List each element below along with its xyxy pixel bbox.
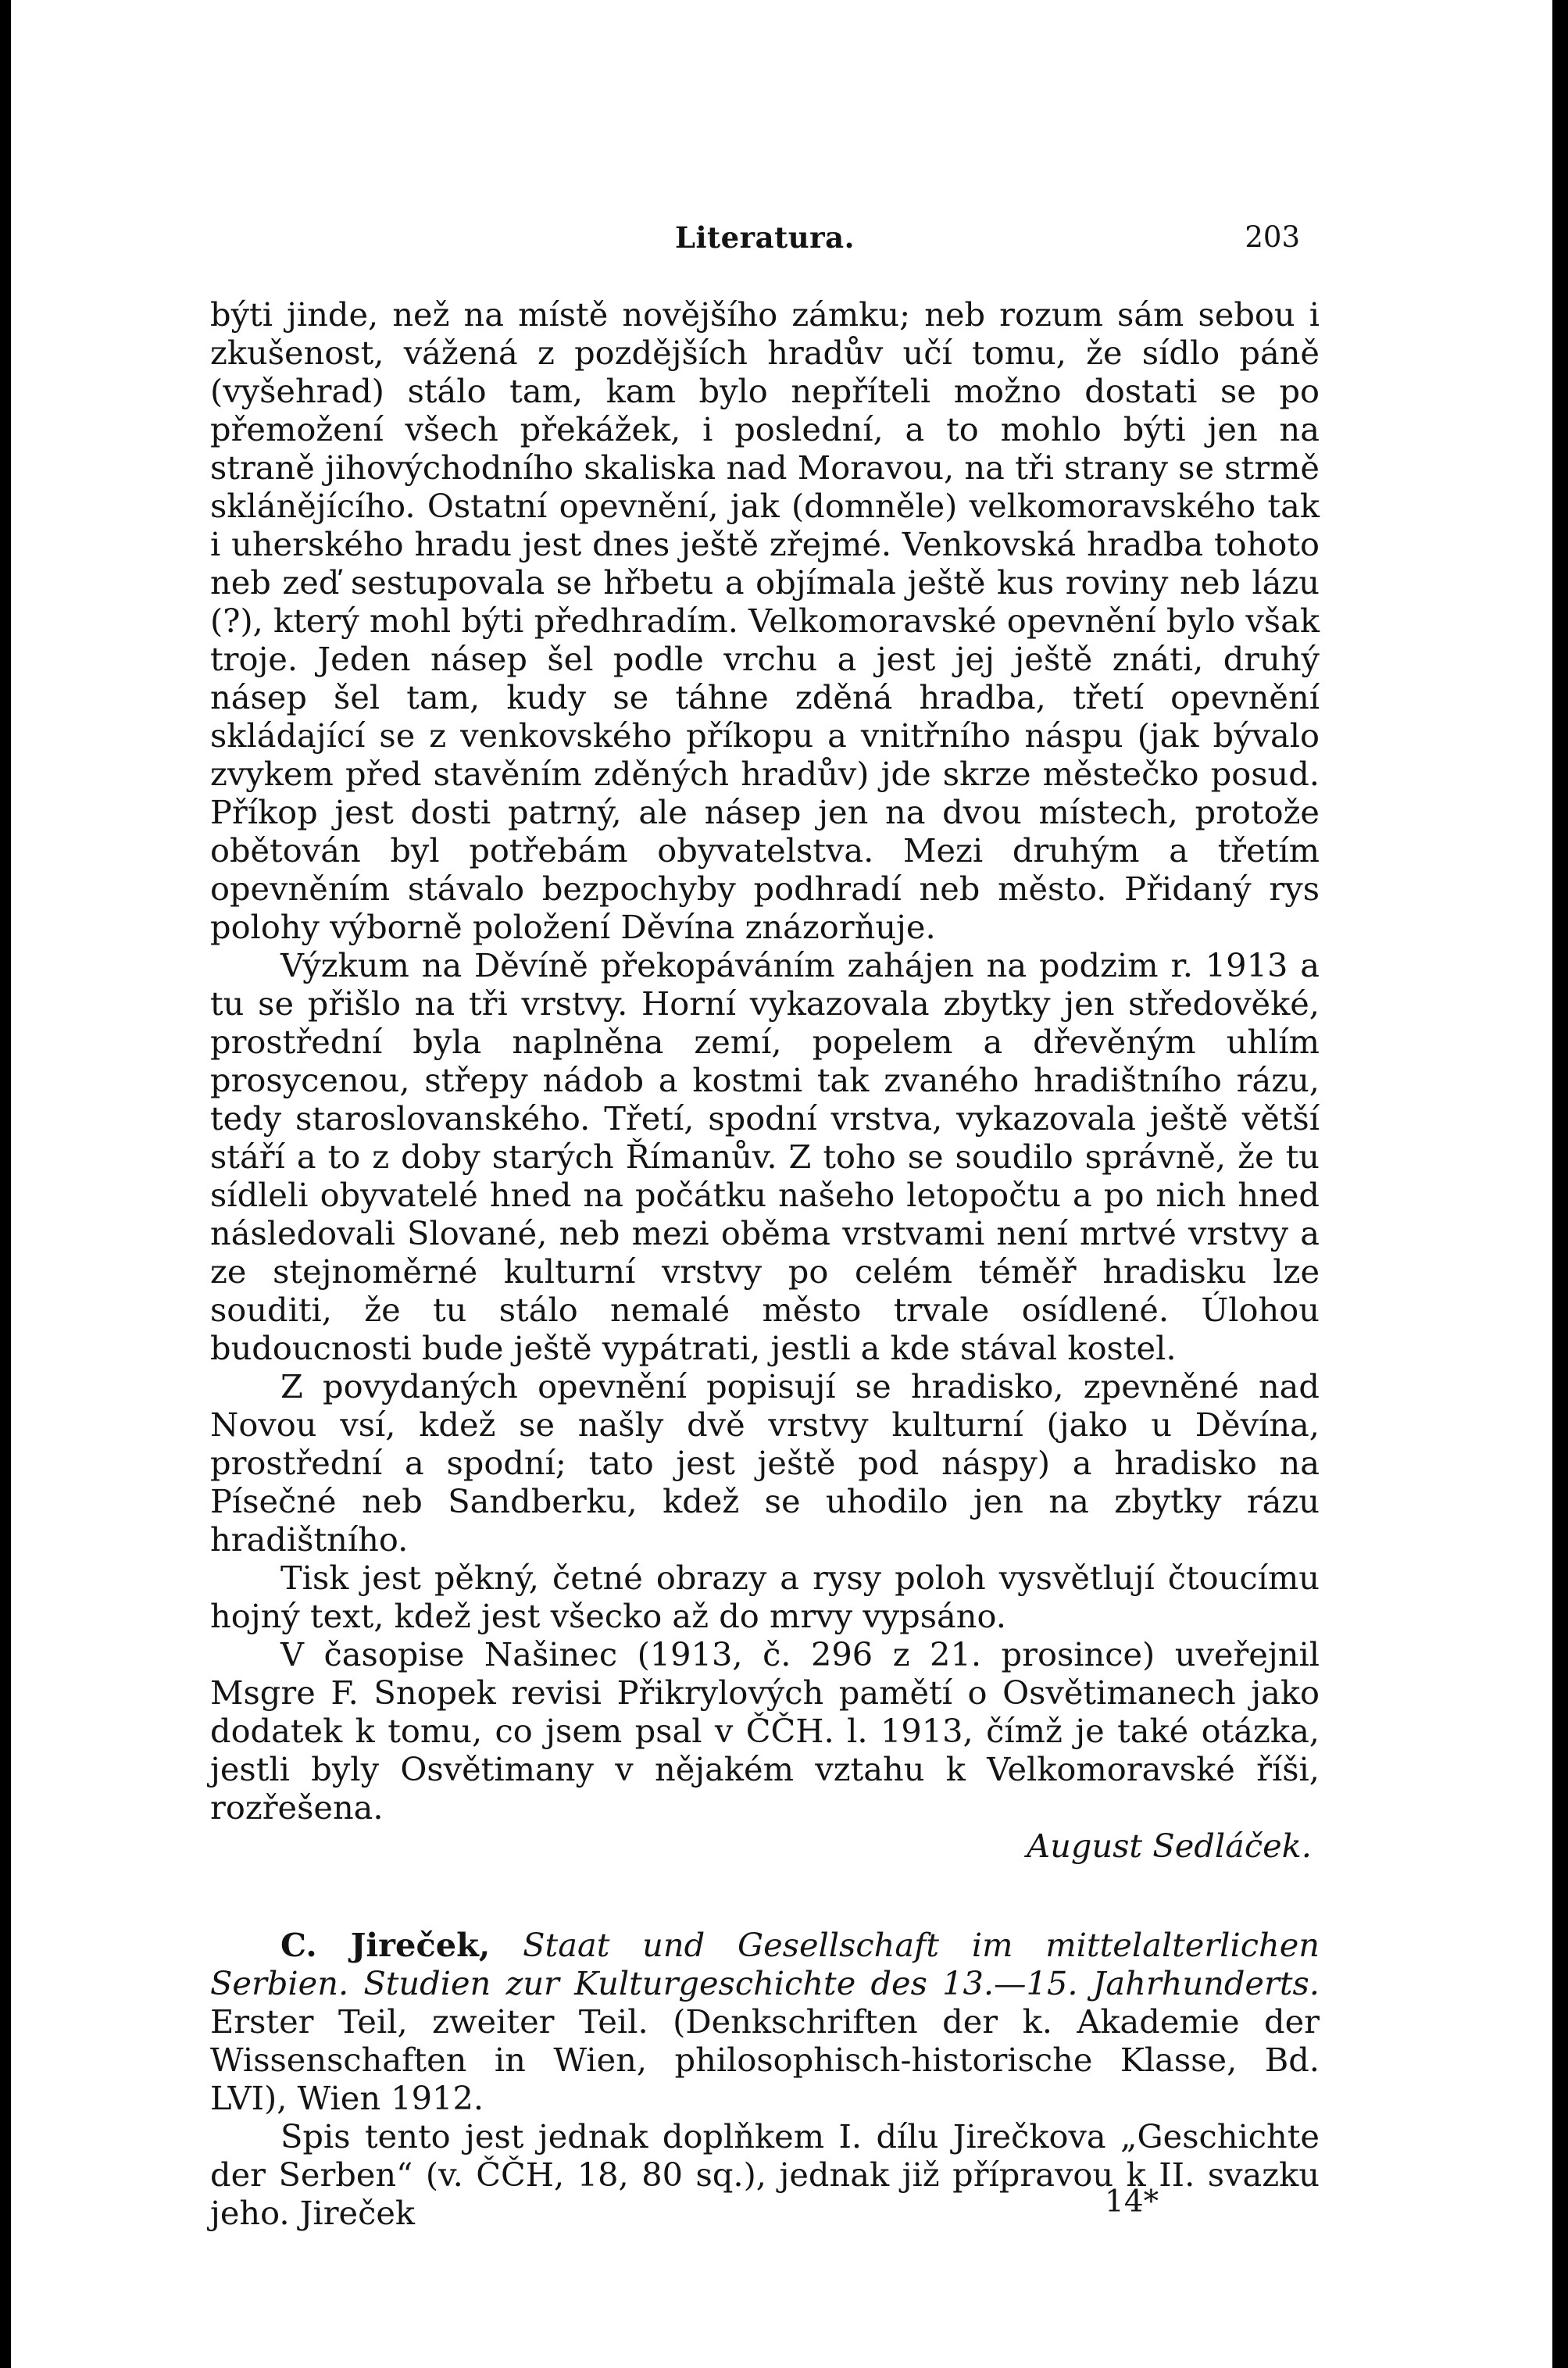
paragraph-fortifications: Z povydaných opevnění popisují se hradisko, zpevněné nad Novou vsí, kdež se našly dvě vrstvy kulturní (jako u Děvína, prostřední a spodní; tato jest ještě pod náspy) a hradisko na Písečné neb Sandberku, kdež se uhodilo jen na zbytky rázu hradištního. (210, 1367, 1320, 1559)
paragraph-nasinec: V časopise Našinec (1913, č. 296 z 21. prosince) uveřejnil Msgre F. Snopek revisi Přikrylových pamětí o Osvětimanech jako dodatek k tomu, co jsem psal v ČČH. l. 1913, čímž je také otázka, jestli byly Osvětimany v nějakém vztahu k Velkomoravské říši, rozřešena. (210, 1635, 1320, 1827)
signature-mark: 14* (1105, 2184, 1159, 2220)
body-text (210, 295, 1320, 2232)
review-author: C. Jireček, (280, 1926, 491, 1964)
paragraph-research: Výzkum na Děvíně překopáváním zahájen na podzim r. 1913 a tu se přišlo na tři vrstvy. Horní vykazovala zbytky jen středověké, prostřední byla naplněna zemí, popelem a dřevěným uhlím prosycenou, střepy nádob a kostmi tak zvaného hradištního rázu, tedy staroslovanského. Třetí, spodní vrstva, vykazovala ještě větší stáří a to z doby starých Římanův. Z toho se soudilo správně, že tu sídleli obyvatelé hned na počátku našeho letopočtu a po nich hned následovali Slované, neb mezi oběma vrstvami není mrtvé vrstvy a ze stejnoměrné kulturní vrstvy po celém téměř hradisku lze souditi, že tu stálo nemalé město trvale osídlené. Úlohou budoucnosti bude ještě vypátrati, jestli a kde stával kostel. (210, 946, 1320, 1367)
page-header (210, 220, 1320, 267)
paragraph-continuation: býti jinde, než na místě novějšího zámku; neb rozum sám sebou i zkušenost, vážená z pozdějších hradův učí tomu, že sídlo páně (vyšehrad) stálo tam, kam bylo nepříteli možno dostati se po přemožení všech překážek, i poslední, a to mohlo býti jen na straně jihovýchodního skaliska nad Moravou, na tři strany se strmě sklánějícího. Ostatní opevnění, jak (domněle) velkomoravského tak i uherského hradu jest dnes ještě zřejmé. Venkovská hradba tohoto neb zeď sestupovala se hřbetu a objímala ještě kus roviny neb lázu (?), který mohl býti předhradím. Velkomoravské opevnění bylo však troje. Jeden násep šel podle vrchu a jest jej ještě znáti, druhý násep šel tam, kudy se táhne zděná hradba, třetí opevnění skládající se z venkovského příkopu a vnitřního náspu (jak bývalo zvykem před stavěním zděných hradův) jde skrze městečko posud. Příkop jest dosti patrný, ale násep jen na dvou místech, protože obětován byl potřebám obyvatelstva. Mezi druhým a třetím opevněním stávalo bezpochyby podhradí neb město. Přidaný rys polohy výborně položení Děvína znázorňuje. (210, 295, 1320, 946)
page-number: 203 (1245, 220, 1300, 254)
paragraph-print: Tisk jest pěkný, četné obrazy a rysy poloh vysvětlují čtoucímu hojný text, kdež jest všecko až do mrvy vypsáno. (210, 1559, 1320, 1635)
running-head: Literatura. (674, 220, 855, 255)
author-signature: August Sedláček. (1027, 1827, 1312, 1865)
review-details: Erster Teil, zweiter Teil. (Denkschriften der k. Akademie der Wissenschaften in Wien, philosophisch-historische Klasse, Bd. LVI), Wien 1912. (210, 2002, 1320, 2117)
review-title: Staat und Gesellschaft im mittelalterlichen Serbien. Studien zur Kulturgeschichte des 13.—15. Jahrhunderts. (210, 1926, 1320, 2002)
review-citation (210, 1926, 1320, 2117)
document-page (11, 0, 1552, 2368)
review-paragraph: Spis tento jest jednak doplňkem I. dílu Jirečkova „Geschichte der Serben“ (v. ČČH, 18, 80 sq.), jednak již přípravou k II. svazku jeho. Jireček (210, 2117, 1320, 2232)
